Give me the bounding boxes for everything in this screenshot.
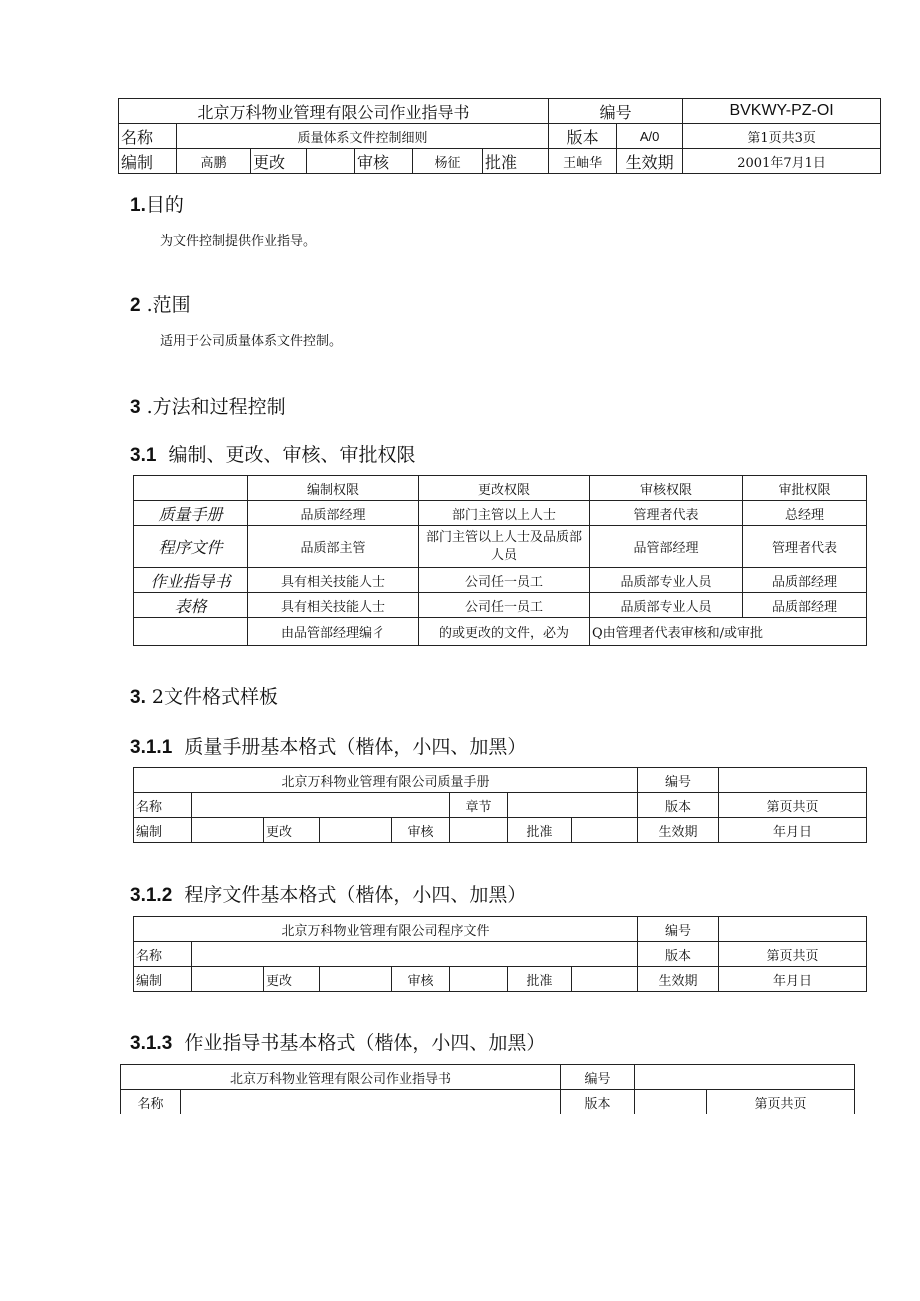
- procedure-no-value: [719, 917, 867, 942]
- manual-review-value: [450, 818, 508, 843]
- auth-header-cell: 审核权限: [590, 476, 743, 501]
- auth-row-label: 表格: [134, 593, 248, 618]
- procedure-review-label: 审核: [392, 967, 450, 992]
- procedure-name-value: [192, 942, 638, 967]
- section-3-2-title: 2文件格式样板: [151, 686, 278, 708]
- doc-name-label: 名称: [119, 124, 177, 149]
- approve-value: 王岫华: [549, 149, 617, 174]
- auth-row-label: 作业指导书: [134, 568, 248, 593]
- section-1-text: 为文件控制提供作业指导。: [160, 234, 317, 249]
- review-value: 杨征: [413, 149, 483, 174]
- auth-header-cell: 编制权限: [248, 476, 419, 501]
- auth-header-cell: [134, 476, 248, 501]
- procedure-format-table: [133, 916, 867, 992]
- procedure-approve-value: [572, 967, 638, 992]
- instruction-no-value: [635, 1065, 855, 1090]
- auth-cell: 品质部经理: [743, 568, 867, 593]
- section-3-1-1-number: 3.1.1: [130, 737, 173, 758]
- auth-cell: 品质部经理: [743, 593, 867, 618]
- instruction-name-value: [181, 1090, 561, 1115]
- section-3-1-1-heading: [130, 732, 526, 759]
- procedure-date-label: 年月日: [719, 967, 867, 992]
- procedure-effective-label: 生效期: [638, 967, 719, 992]
- header-table: [118, 98, 881, 174]
- section-1-title: 目的: [145, 194, 184, 216]
- auth-cell: 品质部专业人员: [590, 593, 743, 618]
- approve-label: 批准: [483, 149, 549, 174]
- auth-note-blank: [134, 618, 248, 646]
- procedure-review-value: [450, 967, 508, 992]
- manual-page-label: 第页共页: [719, 793, 867, 818]
- author-value: 高鹏: [177, 149, 251, 174]
- procedure-no-label: 编号: [638, 917, 719, 942]
- instruction-format-table: [120, 1064, 855, 1114]
- section-3-1-title: 编制、更改、审核、审批权限: [168, 444, 416, 466]
- section-2-heading: [130, 290, 191, 317]
- section-3-1-2-number: 3.1.2: [130, 885, 173, 906]
- manual-review-label: 审核: [392, 818, 450, 843]
- change-value: [307, 149, 355, 174]
- manual-change-label: 更改: [264, 818, 320, 843]
- procedure-page-label: 第页共页: [719, 942, 867, 967]
- section-3-heading: [130, 392, 286, 419]
- procedure-name-label: 名称: [134, 942, 192, 967]
- auth-cell: 品质部经理: [248, 501, 419, 526]
- section-3-1-heading: [130, 440, 416, 467]
- review-label: 审核: [355, 149, 413, 174]
- section-3-1-number: 3.1: [130, 445, 157, 466]
- section-3-1-3-number: 3.1.3: [130, 1033, 173, 1054]
- section-2-number: 2: [130, 295, 141, 316]
- instruction-company-title: 北京万科物业管理有限公司作业指导书: [121, 1065, 561, 1090]
- manual-no-label: 编号: [638, 768, 719, 793]
- instruction-version-label: 版本: [561, 1090, 635, 1115]
- procedure-author-value: [192, 967, 264, 992]
- section-3-title: .方法和过程控制: [146, 396, 286, 418]
- auth-row-label: 质量手册: [134, 501, 248, 526]
- manual-company-title: 北京万科物业管理有限公司质量手册: [134, 768, 638, 793]
- manual-format-table: [133, 767, 867, 843]
- auth-cell: 具有相关技能人士: [248, 568, 419, 593]
- manual-date-label: 年月日: [719, 818, 867, 843]
- section-3-1-1-title: 质量手册基本格式（楷体，小四、加黑）: [184, 736, 527, 758]
- procedure-company-title: 北京万科物业管理有限公司程序文件: [134, 917, 638, 942]
- auth-row-label: 程序文件: [134, 526, 248, 568]
- auth-cell: 管理者代表: [743, 526, 867, 568]
- manual-name-label: 名称: [134, 793, 192, 818]
- authority-table: [133, 475, 867, 646]
- section-3-1-2-heading: [130, 880, 526, 907]
- instruction-name-label: 名称: [121, 1090, 181, 1115]
- doc-no-value: BVKWY-PZ-OI: [683, 99, 881, 124]
- auth-cell: 部门主管以上人士及品质部人员: [419, 526, 590, 568]
- auth-header-cell: 审批权限: [743, 476, 867, 501]
- section-3-1-2-title: 程序文件基本格式（楷体，小四、加黑）: [184, 884, 527, 906]
- section-3-1-3-title: 作业指导书基本格式（楷体，小四、加黑）: [184, 1032, 546, 1054]
- auth-note-cell: Q由管理者代表审核和/或审批: [590, 618, 867, 646]
- manual-chapter-label: 章节: [450, 793, 508, 818]
- auth-cell: 品质部主管: [248, 526, 419, 568]
- author-label: 编制: [119, 149, 177, 174]
- auth-cell: 公司任一员工: [419, 568, 590, 593]
- company-doc-title: 北京万科物业管理有限公司作业指导书: [119, 99, 549, 124]
- doc-name-value: 质量体系文件控制细则: [177, 124, 549, 149]
- version-value: A/0: [617, 124, 683, 149]
- effective-value: 2001年7月1日: [683, 149, 881, 174]
- effective-label: 生效期: [617, 149, 683, 174]
- procedure-version-label: 版本: [638, 942, 719, 967]
- section-3-2-number: 3.: [130, 687, 146, 708]
- instruction-version-value: [635, 1090, 707, 1115]
- manual-author-label: 编制: [134, 818, 192, 843]
- section-1-heading: [130, 190, 184, 217]
- section-1-number: 1.: [130, 195, 146, 216]
- doc-no-label: 编号: [549, 99, 683, 124]
- procedure-change-label: 更改: [264, 967, 320, 992]
- section-3-number: 3: [130, 397, 141, 418]
- procedure-change-value: [320, 967, 392, 992]
- auth-cell: 品质部专业人员: [590, 568, 743, 593]
- section-3-1-3-heading: [130, 1028, 545, 1055]
- manual-name-value: [192, 793, 450, 818]
- procedure-author-label: 编制: [134, 967, 192, 992]
- page-info: 第1页共3页: [683, 124, 881, 149]
- auth-cell: 总经理: [743, 501, 867, 526]
- manual-chapter-value: [508, 793, 638, 818]
- manual-approve-value: [572, 818, 638, 843]
- instruction-page-label: 第页共页: [707, 1090, 855, 1115]
- manual-author-value: [192, 818, 264, 843]
- version-label: 版本: [549, 124, 617, 149]
- procedure-approve-label: 批准: [508, 967, 572, 992]
- manual-effective-label: 生效期: [638, 818, 719, 843]
- auth-cell: 部门主管以上人士: [419, 501, 590, 526]
- auth-cell: 品管部经理: [590, 526, 743, 568]
- auth-header-cell: 更改权限: [419, 476, 590, 501]
- auth-cell: 管理者代表: [590, 501, 743, 526]
- auth-note-cell: 的或更改的文件，必为: [419, 618, 590, 646]
- auth-cell: 公司任一员工: [419, 593, 590, 618]
- change-label: 更改: [251, 149, 307, 174]
- section-3-2-heading: [130, 682, 278, 709]
- section-2-title: .范围: [146, 294, 191, 316]
- auth-note-cell: 由品管部经理编彳: [248, 618, 419, 646]
- instruction-no-label: 编号: [561, 1065, 635, 1090]
- manual-change-value: [320, 818, 392, 843]
- manual-approve-label: 批准: [508, 818, 572, 843]
- auth-cell: 具有相关技能人士: [248, 593, 419, 618]
- manual-no-value: [719, 768, 867, 793]
- manual-version-label: 版本: [638, 793, 719, 818]
- section-2-text: 适用于公司质量体系文件控制。: [160, 334, 343, 349]
